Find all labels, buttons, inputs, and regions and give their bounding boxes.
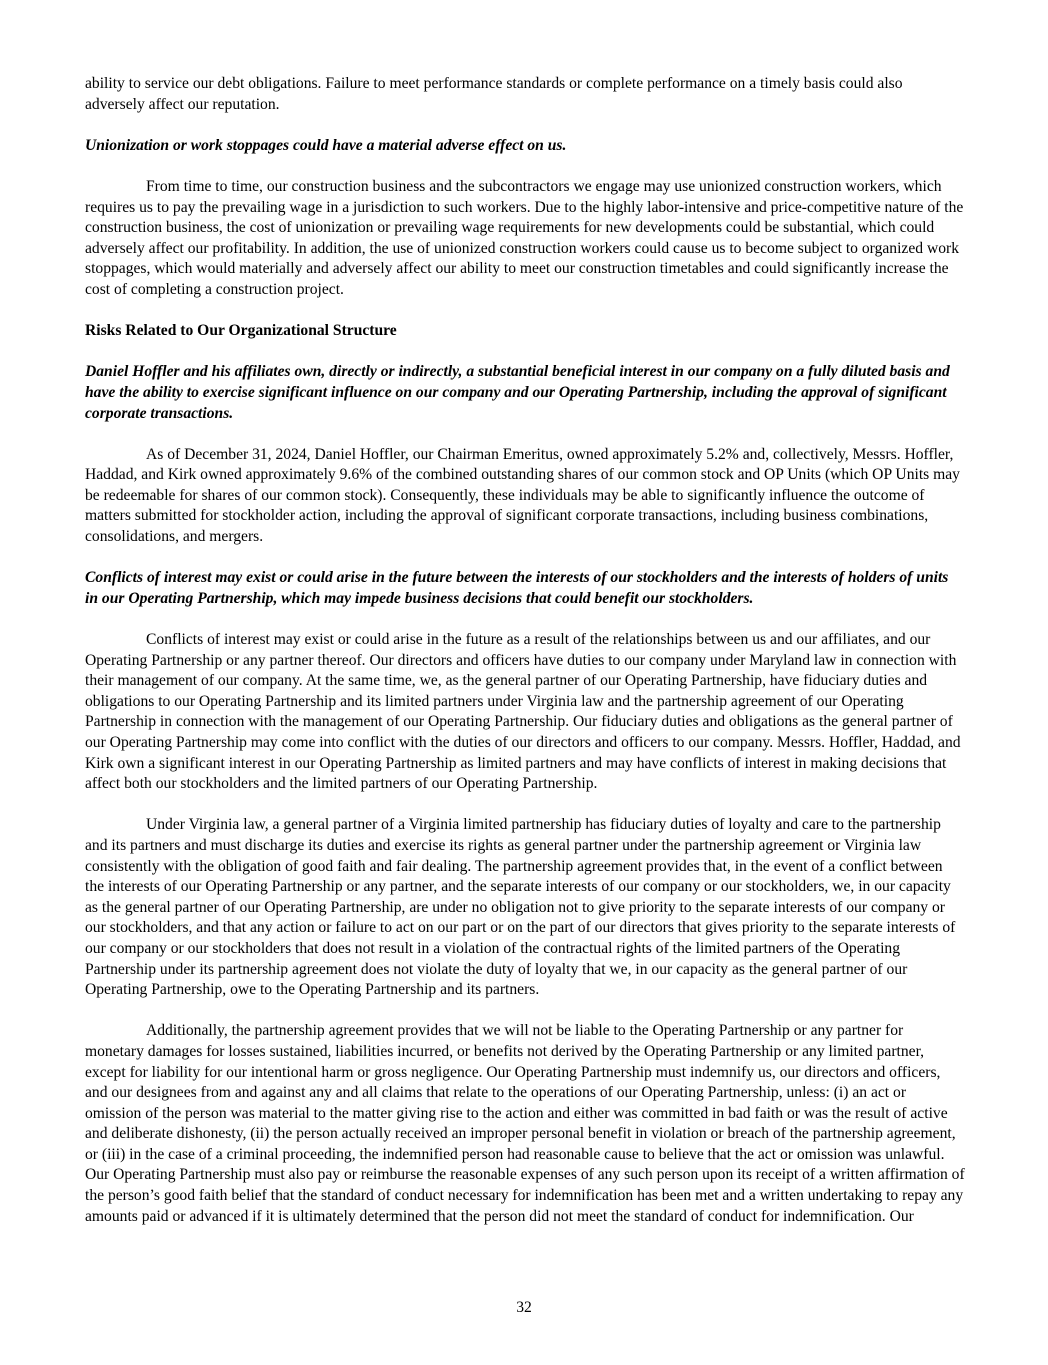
paragraph-conflicts-of-interest: Conflicts of interest may exist or could arise in the future as a result of the relationships between us and our affiliates, and our Operating Partnership or any partner thereof. Our directors and officers have duties to our company under Maryland law in connection with their management of our company. At the same time, we, as the general partner of our Operating Partnership, have fiduciary duties and obligations to our Operating Partnership and its limited partners under Virginia law and the partnership agreement of our Operating Partnership in connection with the management of our Operating Partnership. Our fiduciary duties and obligations as the general partner of our Operating Partnership may come into conflict with the duties of our directors and officers to our company. Messrs. Hoffler, Haddad, and Kirk own a significant interest in our Operating Partnership as limited partners and may have conflicts of interest in making decisions that affect both our stockholders and the limited partners of our Operating Partnership. [85,631,961,793]
risk-heading-conflicts-of-interest: Conflicts of interest may exist or could arise in the future between the interests of our stockholders and the interests of holders of units in our Operating Partnership, which may impede business decisions that could benefit our stockholders. [85,569,949,607]
risk-heading-unionization: Unionization or work stoppages could have a material adverse effect on us. [85,136,567,154]
risk-heading-hoffler-influence: Daniel Hoffler and his affiliates own, directly or indirectly, a substantial beneficial interest in our company on a fully diluted basis and have the ability to exercise significant influence on our company and our Operating Partnership, including the approval of significant corporate transactions. [85,363,950,422]
page-number: 32 [516,1299,532,1316]
paragraph-continuation: ability to service our debt obligations. Failure to meet performance standards or complete performance on a timely basis could also adversely affect our reputation. [85,75,903,113]
paragraph-unionization: From time to time, our construction business and the subcontractors we engage may use unionized construction workers, which requires us to pay the prevailing wage in a jurisdiction to such workers. Due to the highly labor-intensive and price-competitive nature of the construction business, the cost of unionization or prevailing wage requirements for new developments could be substantial, which could adversely affect our profitability. In addition, the use of unionized construction workers could cause us to become subject to organized work stoppages, which would materially and adversely affect our ability to meet our construction timetables and could significantly increase the cost of completing a construction project. [85,177,964,298]
paragraph-hoffler-ownership: As of December 31, 2024, Daniel Hoffler, our Chairman Emeritus, owned approximately 5.2% and, collectively, Messrs. Hoffler, Haddad, and Kirk owned approximately 9.6% of the combined outstanding shares of our common stock and OP Units (which OP Units may be redeemable for shares of our common stock). Consequently, these individuals may be able to significantly influence the outcome of matters submitted for stockholder action, including the approval of significant corporate transactions, including business combinations, consolidations, and mergers. [85,445,960,546]
paragraph-virginia-law: Under Virginia law, a general partner of a Virginia limited partnership has fiduciary duties of loyalty and care to the partnership and its partners and must discharge its duties and exercise its rights as general partner under the partnership agreement or Virginia law consistently with the obligation of good faith and fair dealing. The partnership agreement provides that, in the event of a conflict between the interests of our Operating Partnership or any partner, and the separate interests of our company or our stockholders, we, in our capacity as the general partner of our Operating Partnership, are under no obligation not to give priority to the separate interests of our company or our stockholders, and that any action or failure to act on our part or on the part of our directors that gives priority to the separate interests of our company or our stockholders that does not result in a violation of the contractual rights of the limited partners of the Operating Partnership under its partnership agreement does not violate the duty of loyalty that we, in our capacity as the general partner of our Operating Partnership, owe to the Operating Partnership and its partners. [85,816,956,999]
document-page [85,74,965,1248]
section-heading-organizational-structure: Risks Related to Our Organizational Structure [85,322,397,340]
paragraph-indemnification: Additionally, the partnership agreement provides that we will not be liable to the Operating Partnership or any partner for monetary damages for losses sustained, liabilities incurred, or benefits not derived by the Operating Partnership or any limited partner, except for liability for our intentional harm or gross negligence. Our Operating Partnership must indemnify us, our directors and officers, and our designees from and against any and all claims that relate to the operations of our Operating Partnership, unless: (i) an act or omission of the person was material to the matter giving rise to the action and either was committed in bad faith or was the result of active and deliberate dishonesty, (ii) the person actually received an improper personal benefit in violation or breach of the partnership agreement, or (iii) in the case of a criminal proceeding, the indemnified person had reasonable cause to believe that the act or omission was unlawful. Our Operating Partnership must also pay or reimburse the reasonable expenses of any such person upon its receipt of a written affirmation of the person’s good faith belief that the standard of conduct necessary for indemnification has been met and a written undertaking to repay any amounts paid or advanced if it is ultimately determined that the person did not meet the standard of conduct for indemnification. Our [85,1022,965,1225]
